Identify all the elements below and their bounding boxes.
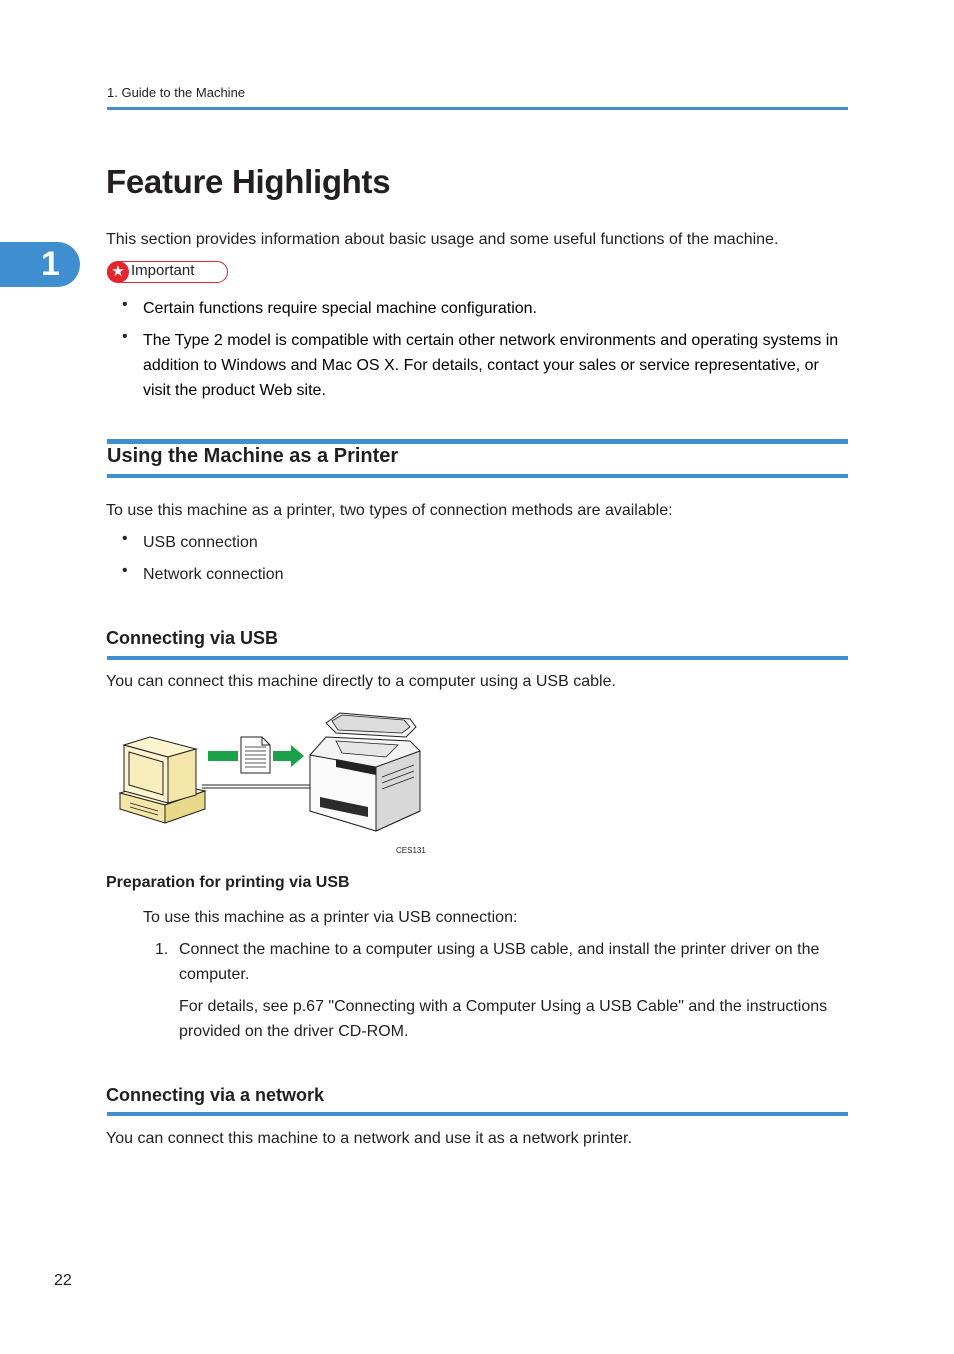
step-note: For details, see p.67 "Connecting with a Computer Using a USB Cable" and the instructions (179, 998, 828, 1015)
section-rule-top (107, 439, 848, 444)
figure-code: CES131 (396, 846, 426, 855)
printer-icon (310, 713, 420, 831)
section-rule-bottom (107, 474, 848, 478)
bullet-icon: • (122, 530, 128, 547)
page-title: Feature Highlights (106, 163, 391, 200)
usb-description: You can connect this machine directly to a computer using a USB cable. (106, 673, 616, 690)
bullet-icon: • (122, 296, 128, 313)
bullet-icon: • (122, 562, 128, 579)
network-heading: Connecting via a network (106, 1085, 325, 1105)
prep-heading: Preparation for printing via USB (106, 874, 350, 891)
list-item: USB connection (143, 534, 258, 551)
important-item: visit the product Web site. (143, 382, 326, 399)
step-text: Connect the machine to a computer using a USB cable, and install the printer driver on the (179, 941, 820, 958)
intro-text: This section provides information about basic usage and some useful functions of the machine. (106, 231, 779, 248)
usb-heading: Connecting via USB (106, 628, 279, 648)
step-number: 1. (155, 941, 169, 958)
bullet-icon: • (122, 328, 128, 345)
section-title: Using the Machine as a Printer (107, 445, 399, 467)
list-item: Network connection (143, 566, 284, 583)
important-label: Important (131, 262, 195, 279)
usb-connection-illustration (110, 705, 430, 840)
step-text: computer. (179, 966, 250, 983)
important-item: The Type 2 model is compatible with certain other network environments and operating systems in (143, 332, 839, 349)
network-heading-rule (107, 1112, 848, 1116)
chapter-number: 1 (41, 245, 60, 283)
star-icon: ★ (107, 261, 129, 283)
step-note: provided on the driver CD-ROM. (179, 1023, 409, 1040)
important-item: Certain functions require special machine configuration. (143, 300, 537, 317)
usb-heading-rule (107, 656, 848, 660)
header-rule (107, 107, 848, 110)
network-description: You can connect this machine to a network and use it as a network printer. (106, 1130, 632, 1147)
running-header: 1. Guide to the Machine (107, 85, 246, 100)
document-icon (241, 737, 270, 773)
section-intro: To use this machine as a printer, two types of connection methods are available: (106, 502, 673, 519)
computer-icon (120, 737, 205, 823)
page-number: 22 (54, 1272, 72, 1289)
prep-intro: To use this machine as a printer via USB connection: (143, 909, 518, 926)
important-item: addition to Windows and Mac OS X. For details, contact your sales or service representative, or (143, 357, 819, 374)
